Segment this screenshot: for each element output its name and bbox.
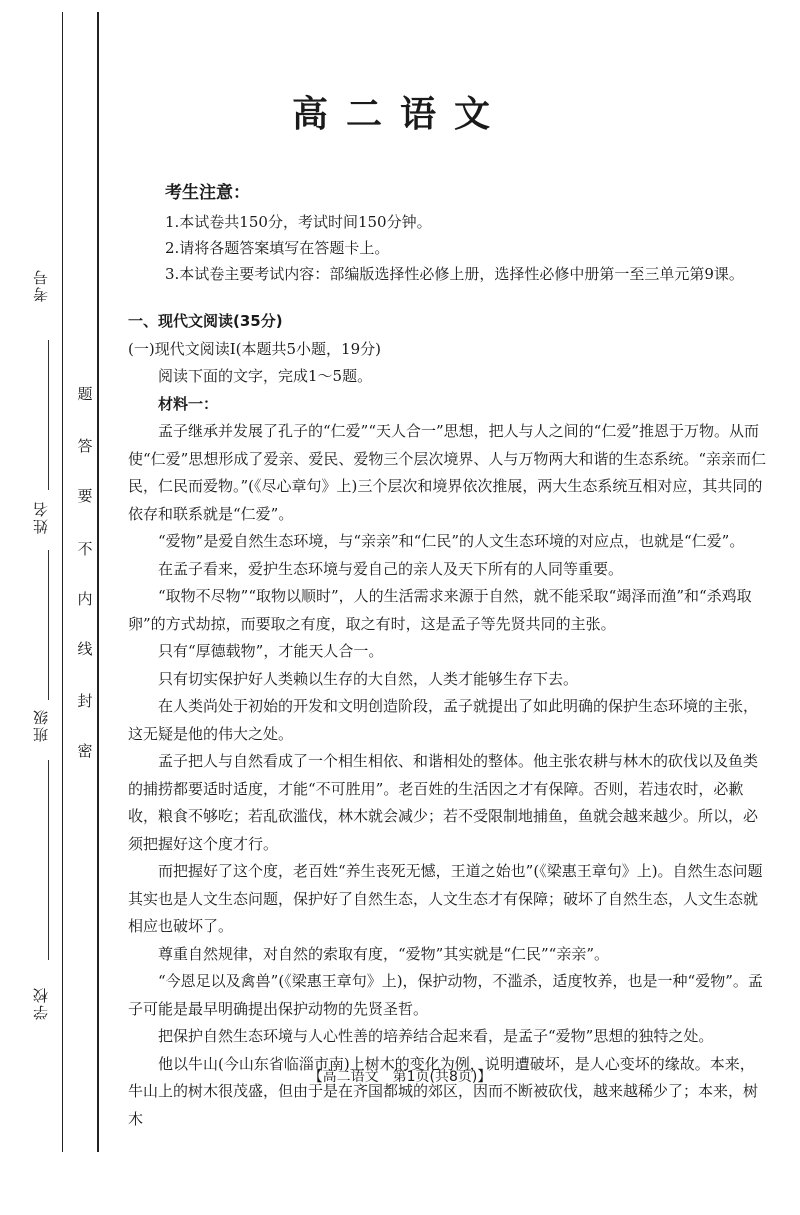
seal-char: 密 [77,742,93,760]
seal-char: 线 [77,640,93,658]
section-title: 一、现代文阅读(35分) [128,312,283,330]
binding-line-inner [97,12,99,1152]
seal-char: 不 [77,540,93,558]
seal-char: 封 [77,692,93,710]
name-label: 姓名 [32,500,50,534]
paragraph: 只有“厚德载物”，才能天人合一。 [158,642,384,660]
class-blank [48,760,49,960]
paragraph: 在孟子看来，爱护生态环境与爱自己的亲人及天下所有的人同等重要。 [158,559,624,578]
page-title: 高二语文 [291,94,508,135]
page-footer: 【高二语文 第1页(共8页)】 [308,1069,492,1085]
binding-line-outer [62,12,63,1152]
seal-char: 要 [77,487,93,505]
school-label: 学校 [32,986,50,1020]
notice-item: 2.请将各题答案填写在答题卡上。 [165,239,390,257]
paragraph: 把保护自然生态环境与人心性善的培养结合起来看，是孟子“爱物”思想的独特之处。 [158,1027,714,1045]
paragraph: 他以牛山(今山东省临淄市南)上树木的变化为例，说明遭破坏，是人心变坏的缘故。本来，牛山上的树木很茂盛，但由于是在齐国都城的郊区，因而不断被砍伐，越来越稀少了；本来，树木 [128,1054,759,1128]
paragraph: 孟子继承并发展了孔子的“仁爱”“天人合一”思想，把人与人之间的“仁爱”推恩于万物。从而使“仁爱”思想形成了爱亲、爱民、爱物三个层次境界、人与万物两大和谐的生态系统。“亲亲而仁民，仁民而爱物。”(《尽心章句》上)三个层次和境界依次推展，两大生态系统互相对应，其共同的依存和联系就是“仁爱”。 [128,422,767,523]
notice-heading: 考生注意： [165,183,250,203]
paragraph: 孟子把人与自然看成了一个相生相依、和谐相处的整体。他主张农耕与林木的砍伐以及鱼类的捕捞都要适时适度，才能“不可胜用”。老百姓的生活因之才有保障。否则，若违农时，必歉收，粮食不够吃；若乱砍滥伐，林木就会减少；若不受限制地捕鱼，鱼就会越来越少。所以，必须把握好这个度才行。 [128,752,759,853]
notice-item: 1.本试卷共150分，考试时间150分钟。 [165,213,432,231]
seal-char: 题 [77,385,93,403]
section-instruction: 阅读下面的文字，完成1～5题。 [158,367,373,385]
material-label: 材料一： [158,394,219,413]
section-subtitle: (一)现代文阅读Ⅰ(本题共5小题，19分) [128,339,381,358]
exam-number-blank [48,340,49,490]
paragraph: “取物不尽物”“取物以顺时”，人的生活需求来源于自然，就不能采取“竭泽而渔”和“杀鸡取卵”的方式劫掠，而要取之有度，取之有时，这是孟子等先贤共同的主张。 [128,587,752,633]
name-blank [48,550,49,700]
exam-number-label: 考号 [32,268,50,302]
paragraph: 只有切实保护好人类赖以生存的大自然，人类才能够生存下去。 [158,669,579,688]
paragraph: 而把握好了这个度，老百姓“养生丧死无憾，王道之始也”(《梁惠王章句》上)。自然生态问题其实也是人文生态问题，保护好了自然生态，人文生态才有保障；破坏了自然生态，人文生态就相应也破坏了。 [128,862,763,935]
class-label: 班级 [32,708,50,742]
paragraph: 在人类尚处于初始的开发和文明创造阶段，孟子就提出了如此明确的保护生态环境的主张，这无疑是他的伟大之处。 [128,697,759,743]
paragraph: 尊重自然规律，对自然的索取有度，“爱物”其实就是“仁民”“亲亲”。 [158,944,610,963]
paragraph: “今恩足以及禽兽”(《梁惠王章句》上)，保护动物，不滥杀，适度牧养，也是一种“爱物”。孟子可能是最早明确提出保护动物的先贤圣哲。 [128,972,763,1018]
notice-item: 3.本试卷主要考试内容：部编版选择性必修上册，选择性必修中册第一至三单元第9课。 [165,265,744,283]
reading-section [128,308,768,1133]
exam-notice [165,178,765,287]
seal-char: 答 [77,437,93,455]
seal-char: 内 [77,590,93,608]
paragraph: “爱物”是爱自然生态环境，与“亲亲”和“仁民”的人文生态环境的对应点，也就是“仁爱”。 [158,532,745,550]
